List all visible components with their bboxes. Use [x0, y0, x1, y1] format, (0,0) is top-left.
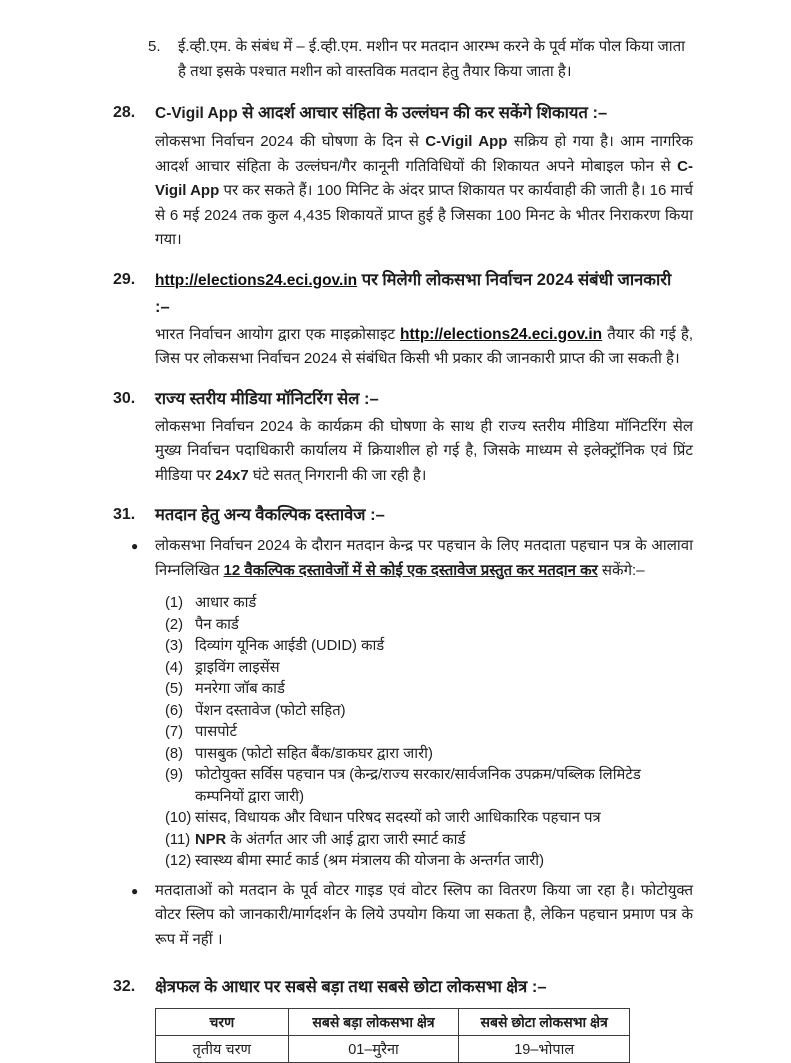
bullet-item [122, 879, 693, 953]
section-title: राज्य स्तरीय मीडिया मॉनिटरिंग सेल :– [155, 389, 379, 408]
list-item [165, 593, 693, 615]
list-item [165, 744, 693, 766]
section-title-line2: :– [155, 297, 170, 316]
cell-phase: तृतीय चरण [156, 1036, 289, 1063]
section-title: क्षेत्रफल के आधार पर सबसे बड़ा तथा सबसे छोटा लोकसभा क्षेत्र :– [155, 978, 547, 996]
item-number: 5. [148, 38, 161, 55]
list-item [165, 636, 693, 658]
item-text-part: के अंतर्गत आर जी आई द्वारा जारी स्मार्ट कार्ड [226, 831, 466, 848]
section-31-alt-documents [113, 502, 693, 952]
item-number: (3) [165, 638, 184, 654]
document-list [165, 593, 693, 873]
col-header-phase: चरण [156, 1009, 289, 1036]
item-number: (1) [165, 595, 184, 611]
item-number: (10) [165, 810, 192, 826]
list-item [165, 701, 693, 723]
item-text: आधार कार्ड [195, 595, 257, 611]
item-number: (12) [165, 853, 192, 869]
item-text: पासबुक (फोटो सहित बैंक/डाकघर द्वारा जारी) [195, 745, 433, 762]
list-item [165, 851, 693, 873]
cvigil-app-name: C-Vigil App [425, 133, 508, 150]
col-header-smallest: सबसे छोटा लोकसभा क्षेत्र [459, 1009, 630, 1036]
item-number: (4) [165, 659, 184, 676]
constituency-table [155, 1008, 630, 1063]
list-item [165, 679, 693, 701]
paragraph-text: लोकसभा निर्वाचन 2024 के कार्यक्रम की घोषणा के साथ ही राज्य स्तरीय मीडिया मॉनिटरिंग सेल मुख्य निर्वाचन पदाधिकारी कार्यालय में क्रियाशील हो गई है, जिसके माध्यम से इलेक्ट्रॉनिक एवं प्रिंट मीडिया पर [155, 417, 693, 484]
section-30-media-monitoring [113, 386, 693, 489]
item-text: पेंशन दस्तावेज (फोटो सहित) [195, 702, 346, 719]
section-number: 28. [113, 104, 136, 121]
elections24-link[interactable]: http://elections24.eci.gov.in [155, 271, 358, 289]
list-item-evm-note [148, 34, 695, 84]
paragraph [155, 415, 693, 489]
item-text: ई.व्ही.एम. के संबंध में – ई.व्ही.एम. मशीन पर मतदान आरम्भ करने के पूर्व मॉक पोल किया जाता है तथा इसके पश्चात मशीन को वास्तविक मतदान हेतु तैयार किया जाता है। [178, 38, 686, 80]
section-title-text: पर मिलेगी लोकसभा निर्वाचन 2024 संबंधी जानकारी [357, 270, 672, 289]
section-number: 29. [113, 270, 136, 288]
item-text: मनरेगा जॉब कार्ड [195, 681, 285, 697]
list-item [165, 615, 693, 637]
paragraph-text: घंटे सतत् निगरानी की जा रही है। [248, 466, 427, 484]
table-header-row [156, 1009, 630, 1036]
section-title: मतदान हेतु अन्य वैकल्पिक दस्तावेज :– [155, 506, 385, 524]
paragraph-text: सकेंगे:– [597, 561, 645, 579]
section-title [155, 100, 693, 127]
npr-text: NPR [195, 831, 227, 848]
item-text: सांसद, विधायक और विधान परिषद सदस्यों को जारी आधिकारिक पहचान पत्र [195, 810, 601, 826]
paragraph-text: पर कर सकते हैं। 100 मिनिट के अंदर प्राप्त शिकायत पर कार्यवाही की जाती है। 16 मार्च से 6 मई 2024 तक कुल 4,435 शिकायतें प्राप्त हुई है जिसका 100 मिनट के भीतर निराकरण किया गया। [155, 182, 693, 248]
item-number: (7) [165, 724, 184, 740]
cvigil-app-name: C-Vigil App [155, 105, 238, 122]
list-item [165, 765, 693, 808]
item-text: दिव्यांग यूनिक आईडी (UDID) कार्ड [195, 638, 385, 654]
section-body [155, 323, 693, 372]
section-title-text: से आदर्श आचार संहिता के उल्लंघन की कर सकेंगे शिकायत :– [237, 104, 608, 122]
section-29-microsite [113, 267, 693, 372]
section-body [155, 415, 693, 489]
section-heading-row [113, 502, 693, 528]
item-text: पैन कार्ड [195, 616, 239, 633]
item-text: स्वास्थ्य बीमा स्मार्ट कार्ड (श्रम मंत्रालय की योजना के अन्तर्गत जारी) [195, 853, 545, 869]
bullet-text [155, 534, 693, 583]
section-body [131, 534, 693, 952]
item-number: (9) [165, 767, 184, 783]
section-28-cvigil [113, 100, 693, 253]
paragraph-text: सक्रिय हो गया है। आम नागरिक आदर्श आचार संहिता के उल्लंघन/गैर कानूनी गतिविधियों की शिकायत अपने मोबाइल फोन से [155, 133, 694, 175]
section-heading-row [113, 267, 693, 294]
paragraph-text: तैयार की गई है, जिस पर लोकसभा निर्वाचन 2024 से संबंधित किसी भी प्रकार की जानकारी प्राप्त की जा सकती है। [155, 325, 694, 367]
item-text: पासपोर्ट [195, 724, 237, 740]
item-number: (8) [165, 745, 184, 762]
section-heading-row [113, 386, 693, 412]
section-number: 30. [113, 389, 136, 407]
list-item [165, 722, 693, 744]
paragraph [155, 323, 693, 372]
item-text [195, 830, 693, 852]
list-item [165, 658, 693, 680]
cell-biggest: 01–मुरैना [288, 1036, 459, 1063]
bullet-text: मतदाताओं को मतदान के पूर्व वोटर गाइड एवं वोटर स्लिप का वितरण किया जा रहा है। फोटोयुक्त वोटर स्लिप को जानकारी/मार्गदर्शन के लिये उपयोग किया जा सकता है, लेकिन पहचान प्रमाण पत्र के रूप में नहीं । [155, 881, 693, 948]
section-title [155, 267, 693, 294]
section-body [155, 1008, 693, 1063]
cvigil-app-name: C-Vigil App [155, 157, 693, 199]
section-32-constituency-area [113, 974, 693, 1063]
item-number: (6) [165, 702, 184, 719]
elections24-link[interactable]: http://elections24.eci.gov.in [400, 325, 603, 343]
emphasized-text: 12 वैकल्पिक दस्तावेजों में से कोई एक दस्तावेज प्रस्तुत कर मतदान कर [223, 561, 598, 579]
paragraph-text: भारत निर्वाचन आयोग द्वारा एक माइक्रोसाइट [155, 325, 401, 343]
section-heading-row [113, 100, 693, 127]
paragraph-text: लोकसभा निर्वाचन 2024 की घोषणा के दिन से [155, 133, 426, 150]
paragraph [155, 130, 693, 253]
bullet-item [122, 534, 693, 583]
section-number: 32. [113, 978, 136, 995]
item-number: (11) [165, 831, 191, 848]
section-body [155, 130, 693, 253]
bullet-icon: ● [131, 883, 139, 898]
table-row [156, 1036, 630, 1063]
cell-smallest: 19–भोपाल [459, 1036, 630, 1063]
list-item [165, 830, 693, 852]
section-heading-row [113, 974, 693, 1000]
item-text: ड्राइविंग लाइसेंस [195, 659, 280, 676]
item-number: (5) [165, 681, 184, 697]
item-text: फोटोयुक्त सर्विस पहचान पत्र (केन्द्र/राज्य सरकार/सार्वजनिक उपक्रम/पब्लिक लिमिटेड कम्पनियों द्वारा जारी) [195, 767, 641, 805]
24x7-text: 24x7 [215, 466, 249, 484]
list-item [165, 808, 693, 830]
col-header-biggest: सबसे बड़ा लोकसभा क्षेत्र [288, 1009, 459, 1036]
paragraph-text: लोकसभा निर्वाचन 2024 के दौरान मतदान केन्द्र पर पहचान के लिए मतदाता पहचान पत्र के आलावा निम्नलिखित [155, 537, 693, 579]
item-number: (2) [165, 616, 184, 633]
section-number: 31. [113, 506, 136, 523]
bullet-icon: ● [131, 539, 139, 553]
